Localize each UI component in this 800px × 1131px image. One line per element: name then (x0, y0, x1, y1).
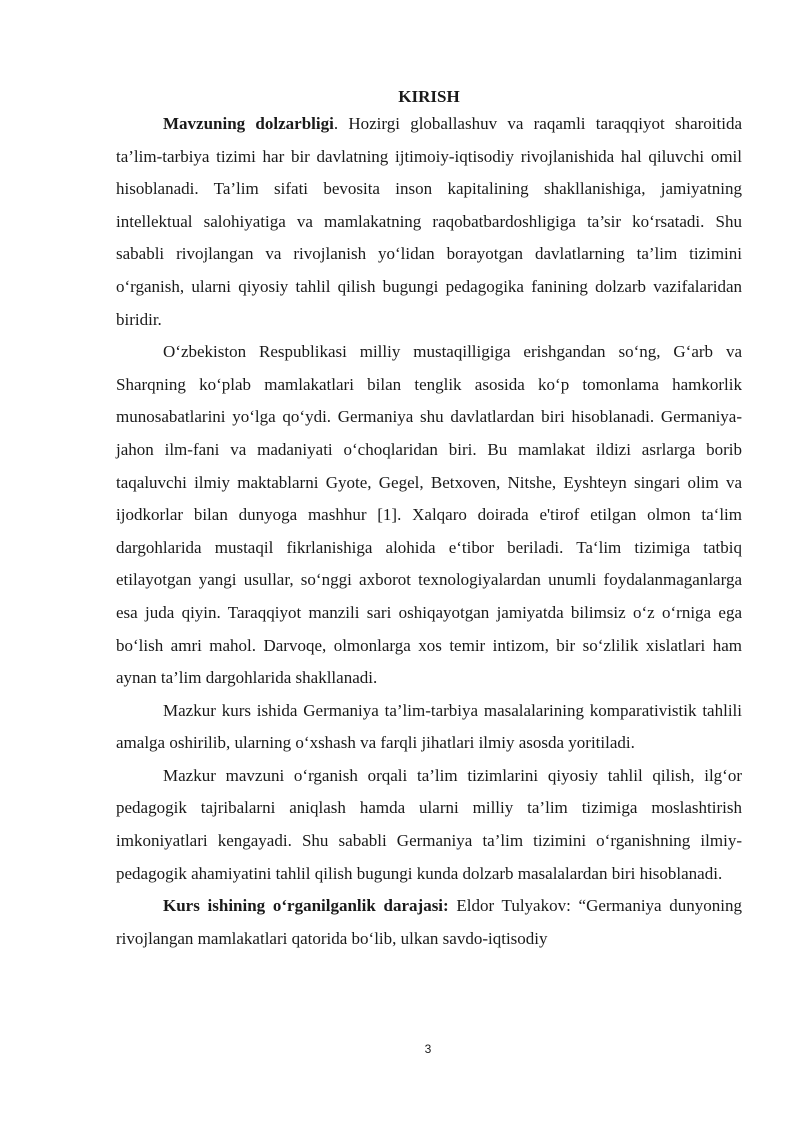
section-title: KIRISH (398, 87, 460, 106)
paragraph-course-work (116, 695, 742, 760)
paragraph-text: O‘zbekiston Respublikasi milliy mustaqilligiga erishgandan so‘ng, G‘arb va Sharqning ko‘plab mamlakatlari bilan tenglik asosida ko‘p tomonlama hamkorlik munosabatlarini yoʻlga qo‘ydi. Germaniya shu davlatlardan biri hisoblanadi. Germaniya-jahon ilm-fani va madaniyati o‘choqlaridan biri. Bu mamlakat ildizi asrlarga borib taqaluvchi ilmiy maktablarni Gyote, Gegel, Betxoven, Nitshe, Eyshteyn singari olim va ijodkorlar bilan dunyoga mashhur [1]. Xalqaro doirada e'tirof etilgan olmon ta‘lim dargohlarida mustaqil fikrlanishiga alohida e‘tibor beriladi. Ta‘lim tizimiga tatbiq etilayotgan yangi usullar, so‘nggi axborot texnologiyalardan unumli foydalanmaganlarga esa juda qiyin. Taraqqiyot manzili sari oshiqayotgan jamiyatda bilimsiz o‘z o‘rniga ega bo‘lish amri mahol. Darvoqe, olmonlarga xos temir intizom, bir so‘zlilik xislatlari ham aynan ta’lim dargohlarida shakllanadi. (116, 342, 742, 688)
paragraph-text: Eldor Tulyakov: “Germaniya dunyoning rivojlangan mamlakatlari qatorida bo‘lib, ulkan savdo-iqtisodiy (116, 896, 742, 948)
paragraph-relevance (116, 108, 742, 336)
document-body (116, 86, 742, 955)
paragraph-lead: Mavzuning dolzarbligi (163, 114, 334, 133)
paragraph-uzbekistan (116, 336, 742, 695)
paragraph-lead: Kurs ishining oʻrganilganlik darajasi: (163, 896, 449, 916)
paragraph-text: Mazkur kurs ishida Germaniya ta’lim-tarbiya masalalarining komparativistik tahlili amalga oshirilib, ularning oʻxshash va farqli jihatlari ilmiy asosda yoritiladi. (116, 700, 742, 753)
paragraph-topic-study (116, 760, 742, 890)
paragraph-text: . Hozirgi globallashuv va raqamli taraqqiyot sharoitida ta’lim-tarbiya tizimi har bir davlatning ijtimoiy-iqtisodiy rivojlanishida hal qiluvchi omil hisoblanadi. Ta’lim sifati bevosita inson kapitalining shakllanishiga, jamiyatning intellektual salohiyatiga va mamlakatning raqobatbardoshligiga ta’sir koʻrsatadi. Shu sababli rivojlangan va rivojlanish yoʻlidan borayotgan davlatlarning ta’lim tizimini oʻrganish, ularni qiyosiy tahlil qilish bugungi pedagogika fanining dolzarb vazifalaridan biridir. (116, 114, 742, 329)
paragraph-text: Mazkur mavzuni oʻrganish orqali ta’lim tizimlarini qiyosiy tahlil qilish, ilgʻor pedagogik tajribalarni aniqlash hamda ularni milliy ta’lim tizimiga moslashtirish imkoniyatlari kengayadi. Shu sababli Germaniya ta’lim tizimini oʻrganishning ilmiy-pedagogik ahamiyatini tahlil qilish bugungi kunda dolzarb masalalardan biri hisoblanadi. (116, 765, 742, 883)
paragraph-study-level (116, 890, 742, 955)
page-number: 3 (424, 1042, 432, 1056)
